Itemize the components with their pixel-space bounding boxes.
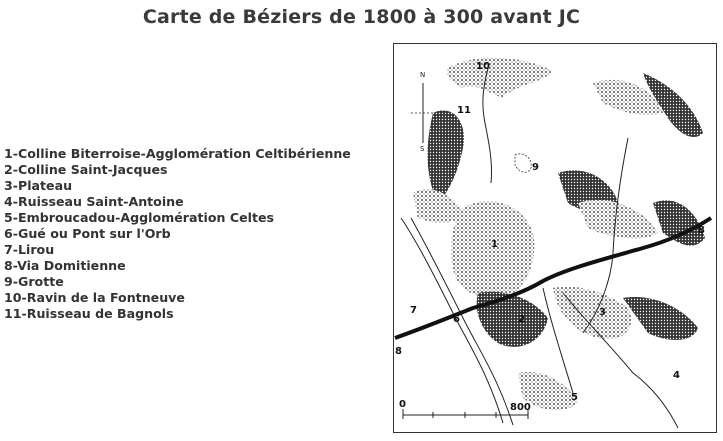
site-label-9: 9: [532, 162, 539, 173]
legend-item: 2-Colline Saint-Jacques: [4, 162, 168, 177]
legend-item: 6-Gué ou Pont sur l'Orb: [4, 226, 171, 241]
legend-item: 5-Embroucadou-Agglomération Celtes: [4, 210, 274, 225]
site-label-8-west: 8: [395, 346, 402, 357]
site-label-4: 4: [673, 370, 680, 381]
legend-item: 10-Ravin de la Fontneuve: [4, 290, 185, 305]
legend-item: 7-Lirou: [4, 242, 55, 257]
legend-item: 4-Ruisseau Saint-Antoine: [4, 194, 184, 209]
site-label-10: 10: [476, 61, 490, 72]
site-label-11: 11: [457, 105, 471, 116]
site-label-3: 3: [599, 307, 606, 318]
compass-north-label: N: [420, 71, 426, 79]
legend-item: 9-Grotte: [4, 274, 64, 289]
site-label-1: 1: [491, 239, 498, 250]
legend-item: 11-Ruisseau de Bagnols: [4, 306, 174, 321]
legend-item: 1-Colline Biterroise-Agglomération Celtibérienne: [4, 146, 351, 161]
historical-map: [393, 43, 717, 433]
site-label-7: 7: [410, 305, 417, 316]
site-label-5: 5: [571, 392, 578, 403]
site-label-8-east: 8: [698, 225, 705, 236]
legend-item: 3-Plateau: [4, 178, 73, 193]
page-title: Carte de Béziers de 1800 à 300 avant JC: [142, 6, 581, 28]
scale-end-label: 800: [510, 402, 531, 413]
map-legend: [4, 146, 351, 322]
site-label-2: 2: [518, 314, 525, 325]
scale-start-label: 0: [399, 399, 406, 410]
site-label-6: 6: [453, 314, 460, 325]
legend-item: 8-Via Domitienne: [4, 258, 126, 273]
compass-south-label: S: [420, 145, 425, 153]
